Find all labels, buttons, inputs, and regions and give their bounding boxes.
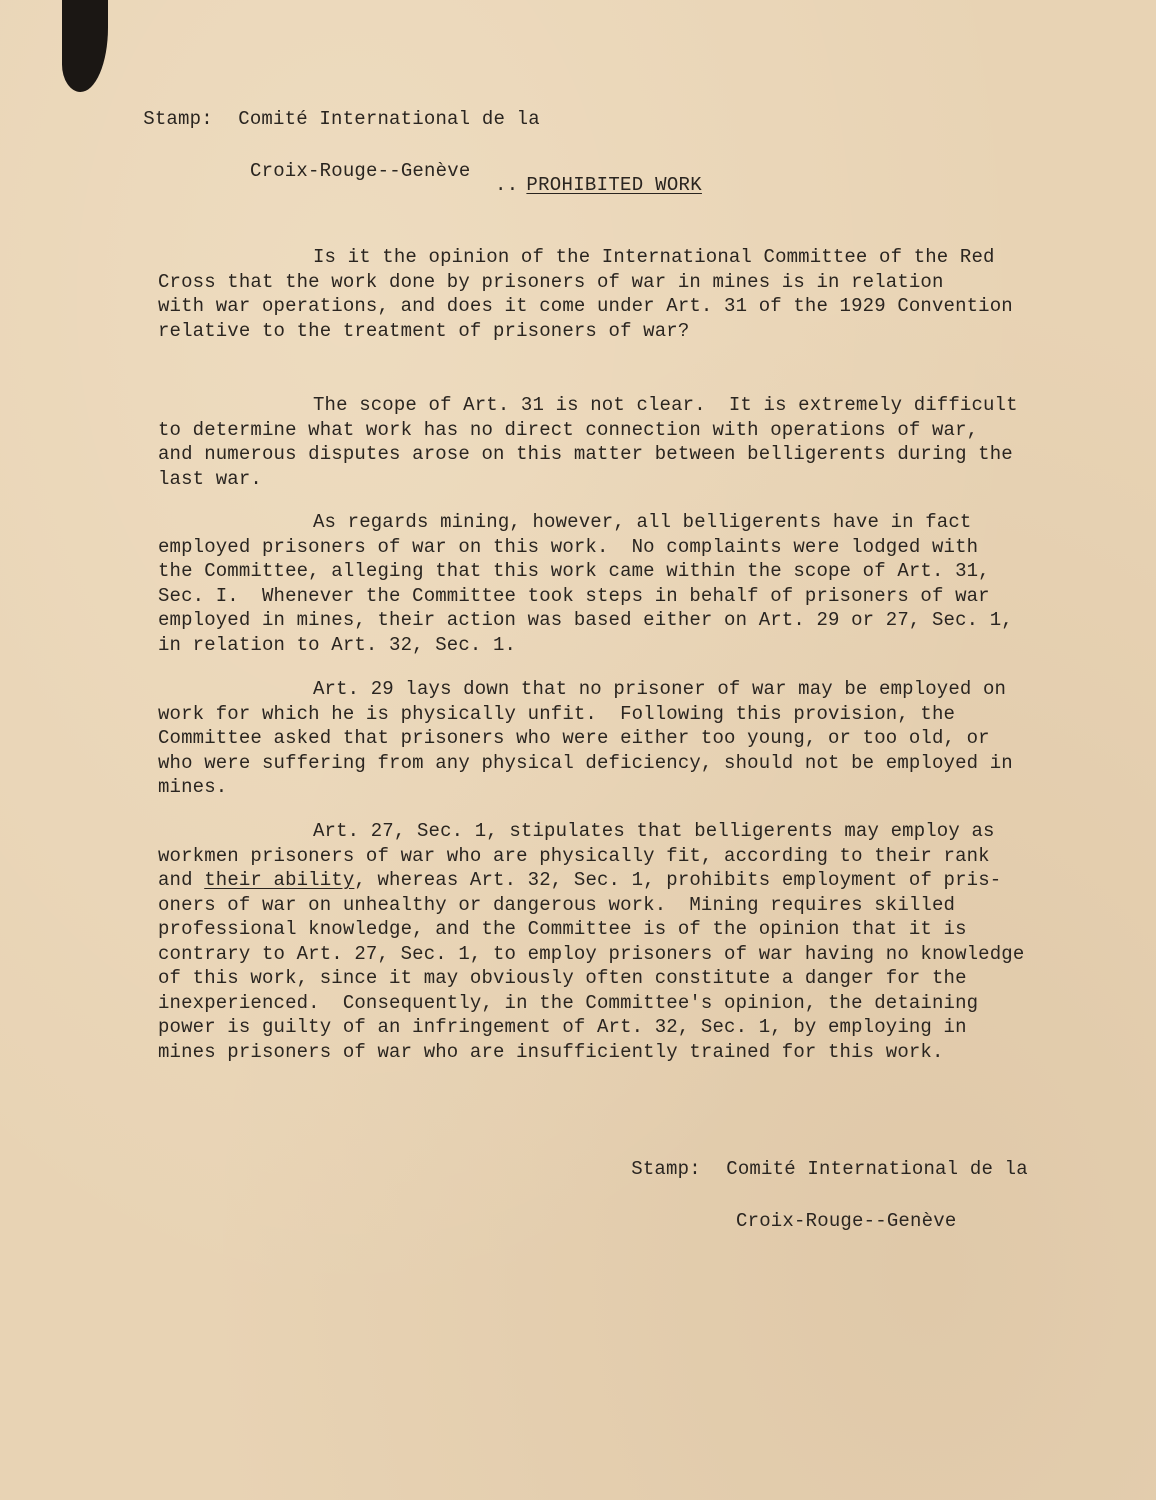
paragraph-line (158, 868, 1058, 893)
paragraph-line: Committee asked that prisoners who were either too young, or too old, or (158, 727, 990, 749)
paragraph-line: in relation to Art. 32, Sec. 1. (158, 633, 517, 656)
paragraph-line: oners of war on unhealthy or dangerous work. Mining requires skilled (158, 893, 956, 916)
paragraph-line: Art. 29 lays down that no prisoner of war may be employed on (313, 678, 1007, 700)
paragraph-line: Art. 27, Sec. 1, stipulates that belligerents may employ as (313, 820, 995, 842)
paragraph-line: who were suffering from any physical deficiency, should not be employed in (158, 751, 1013, 774)
header-stamp-label: Stamp: (143, 108, 213, 130)
paragraph-line: the Committee, alleging that this work came within the scope of Art. 31, (158, 560, 990, 582)
paragraph-line: As regards mining, however, all belligerents have in fact (313, 511, 972, 533)
paragraph-line: mines prisoners of war who are insufficiently trained for this work. (158, 1040, 944, 1063)
footer-stamp-line1: Comité International de la (726, 1158, 1028, 1180)
paragraph-line: of this work, since it may obviously often constitute a danger for the (158, 967, 967, 989)
footer-stamp-label: Stamp: (631, 1158, 701, 1180)
paragraph-line: employed in mines, their action was based either on Art. 29 or 27, Sec. 1, (158, 609, 1013, 631)
paragraph-line: with war operations, and does it come under Art. 31 of the 1929 Convention (158, 295, 1013, 317)
paragraph-line: Cross that the work done by prisoners of war in mines is in relation (158, 270, 944, 293)
paragraph-line: to determine what work has no direct connection with operations of war, (158, 418, 979, 441)
header-stamp-line2: Croix-Rouge--Genève (250, 160, 471, 182)
paragraph-line: professional knowledge, and the Committee is of the opinion that it is (158, 918, 967, 940)
paragraph-line: Sec. I. Whenever the Committee took steps in behalf of prisoners of war (158, 584, 990, 607)
line-text: , whereas Art. 32, Sec. 1, prohibits employment of pris- (354, 869, 1002, 891)
paragraph-line: The scope of Art. 31 is not clear. It is extremely difficult (313, 394, 1018, 416)
paragraph-line: contrary to Art. 27, Sec. 1, to employ prisoners of war having no knowledge (158, 942, 1025, 965)
paragraph-question (158, 245, 1058, 343)
paragraph-scope (158, 393, 1058, 491)
document-heading (495, 172, 702, 198)
paragraph-line: relative to the treatment of prisoners of war? (158, 319, 690, 342)
paragraph-article-29 (158, 677, 1058, 800)
paragraph-line: work for which he is physically unfit. Following this provision, the (158, 702, 956, 725)
paragraph-line: Is it the opinion of the International Committee of the Red (313, 246, 995, 268)
header-stamp-line1: Comité International de la (238, 108, 540, 130)
paragraph-line: and numerous disputes arose on this matter between belligerents during the (158, 443, 1013, 465)
paragraph-mining (158, 510, 1058, 657)
paragraph-line: workmen prisoners of war who are physically fit, according to their rank (158, 844, 990, 867)
paragraph-line: power is guilty of an infringement of Art. 32, Sec. 1, by employing in (158, 1016, 967, 1038)
underlined-phrase: their ability (204, 869, 355, 891)
footer-stamp (608, 1130, 1028, 1260)
header-stamp (120, 80, 540, 210)
heading-title: PROHIBITED WORK (526, 174, 702, 196)
paragraph-line: inexperienced. Consequently, in the Committee's opinion, the detaining (158, 991, 979, 1014)
paragraph-article-27 (158, 819, 1058, 1064)
paragraph-line: employed prisoners of war on this work. No complaints were lodged with (158, 535, 979, 558)
footer-stamp-line2: Croix-Rouge--Genève (736, 1210, 957, 1232)
heading-prefix: .. (495, 174, 519, 196)
line-text: and (158, 869, 205, 891)
paragraph-line: mines. (158, 776, 228, 798)
paragraph-line: last war. (158, 467, 262, 490)
torn-corner-mark (62, 0, 108, 92)
